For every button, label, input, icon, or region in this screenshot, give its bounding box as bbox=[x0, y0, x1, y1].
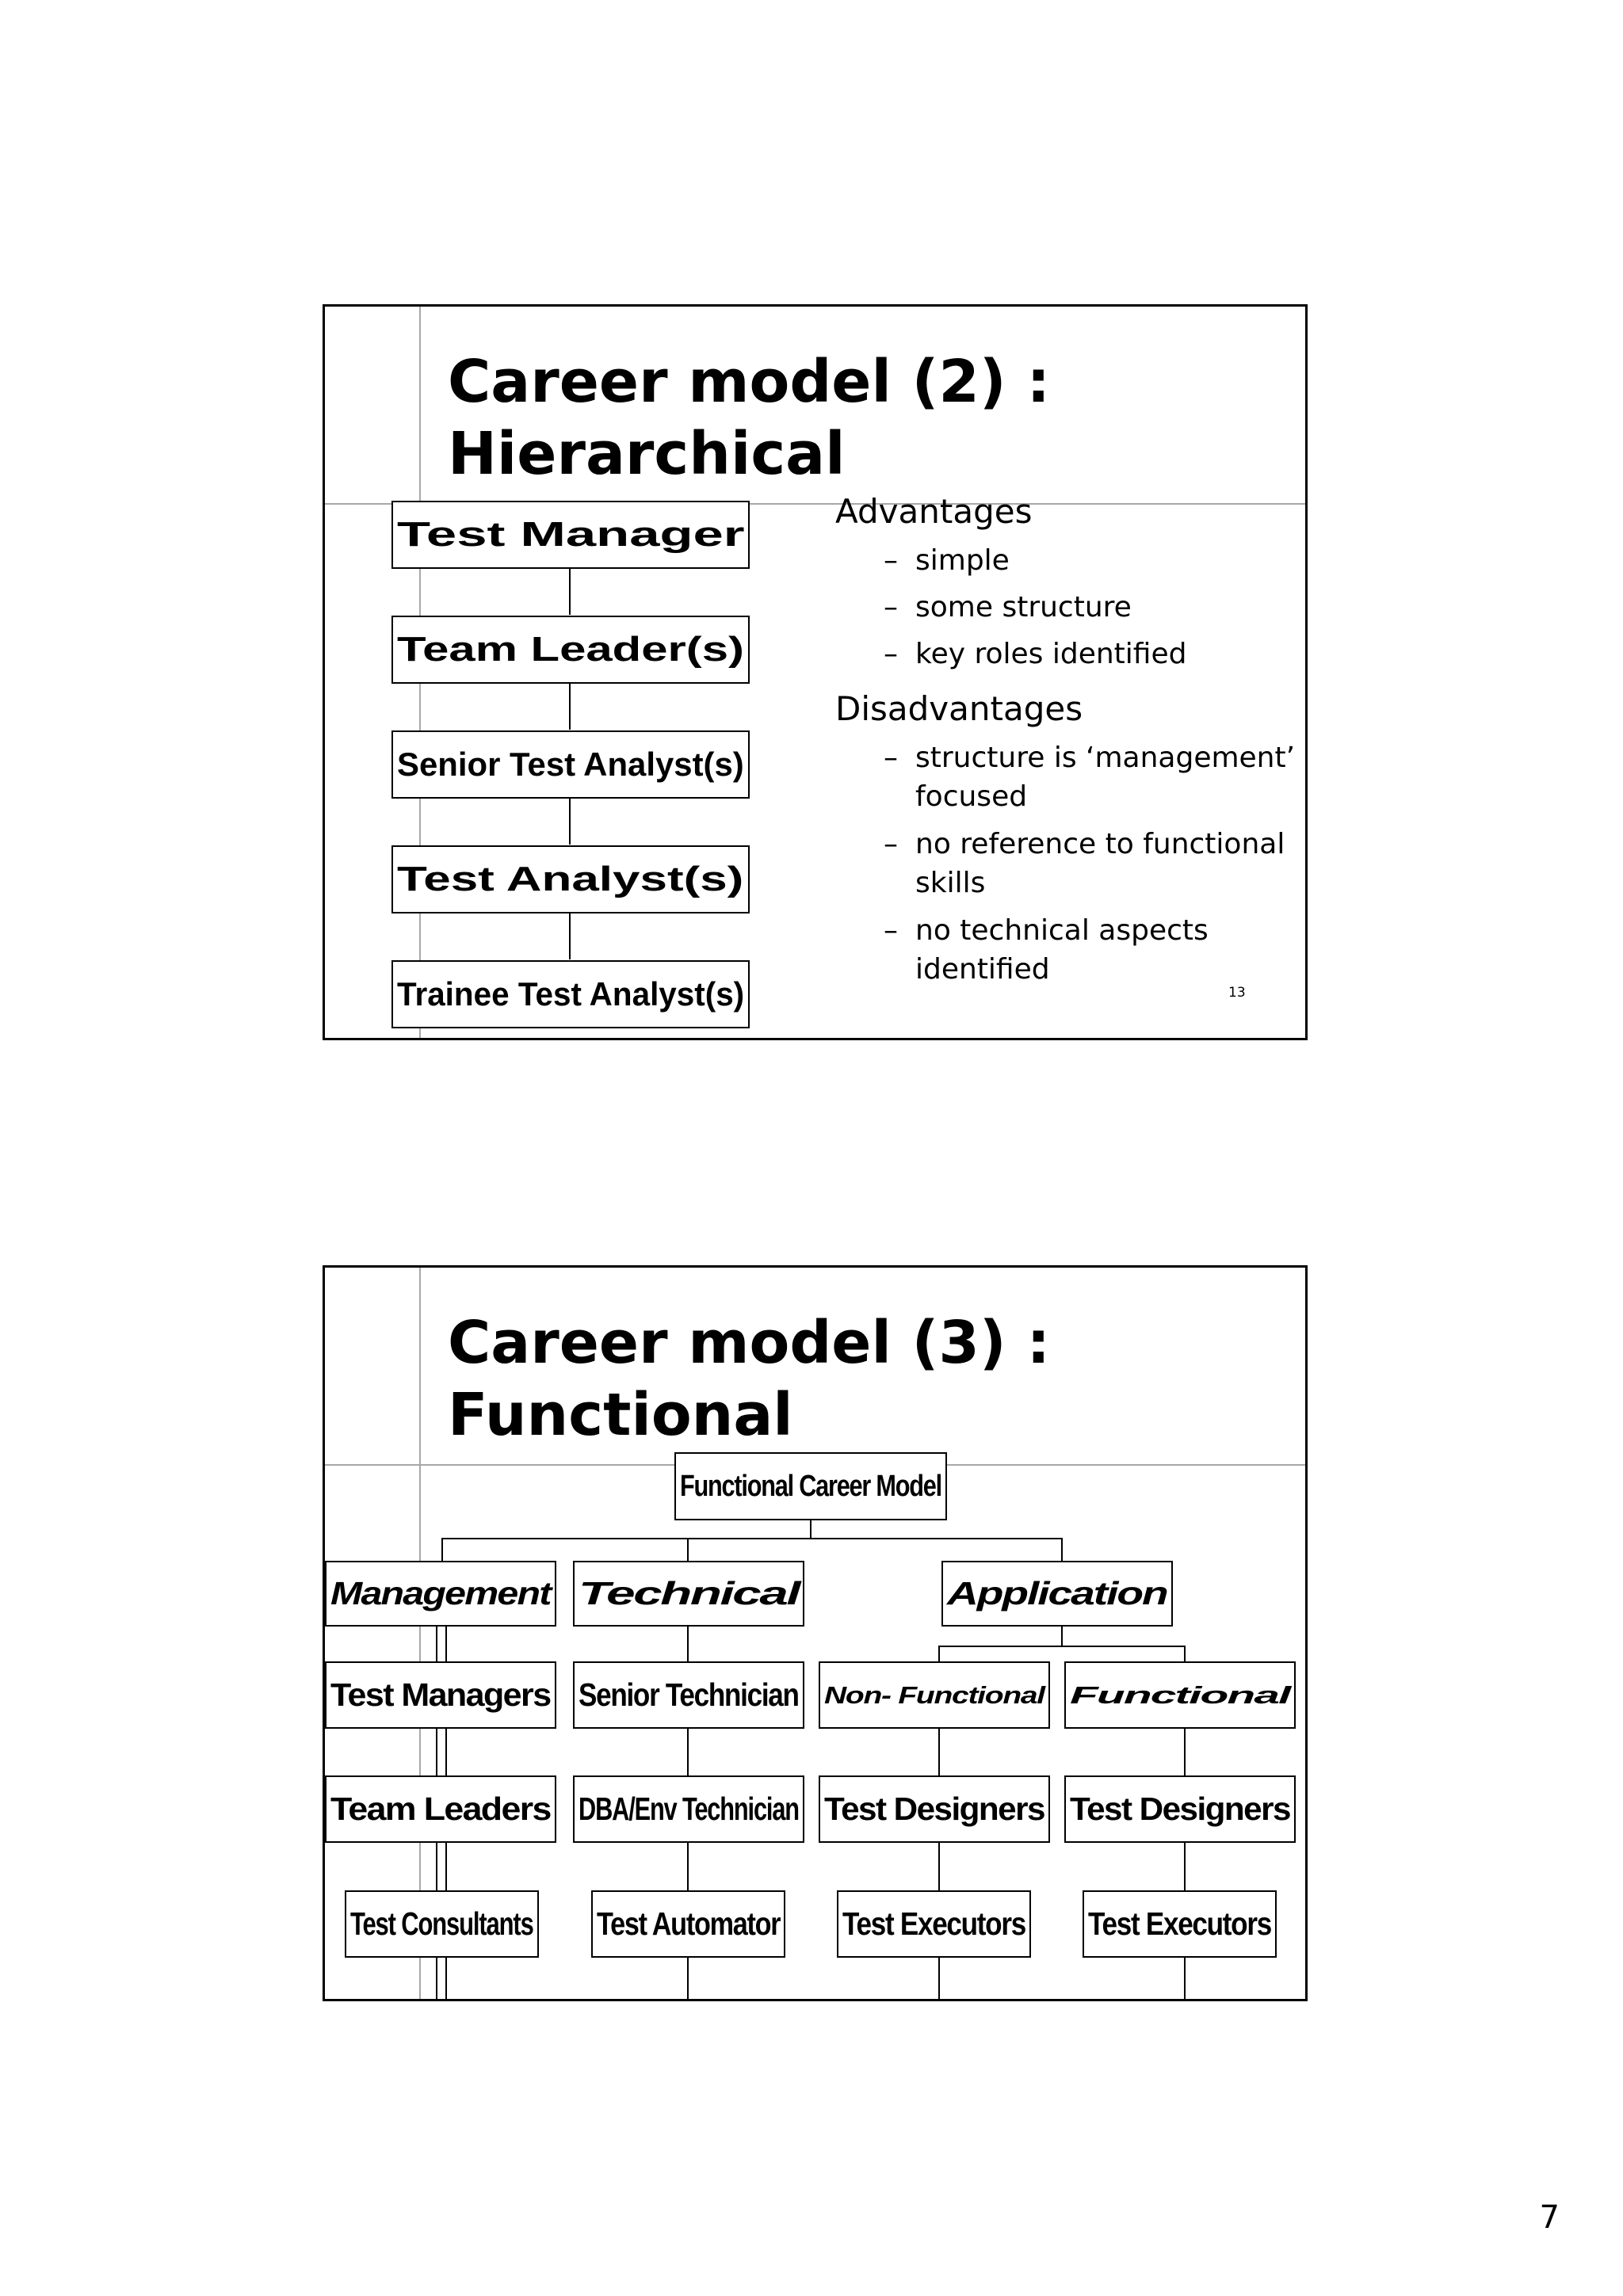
connector bbox=[569, 912, 571, 959]
connector bbox=[938, 1646, 940, 1662]
slide-number: 13 bbox=[1228, 985, 1246, 1001]
org-box-dba-env-technician: DBA/Env Technician bbox=[573, 1775, 804, 1843]
connector bbox=[569, 682, 571, 730]
title-line-1: Career model (2) : bbox=[448, 348, 1051, 416]
org-box-test-designers-functional: Test Designers bbox=[1064, 1775, 1296, 1843]
bullet-dash: – bbox=[884, 544, 898, 577]
slide-hierarchical bbox=[323, 304, 1308, 1040]
connector bbox=[687, 1538, 689, 1561]
bullet-dash: – bbox=[884, 742, 898, 774]
connector bbox=[1184, 1727, 1186, 2001]
org-box-senior-test-analyst: Senior Test Analyst(s) bbox=[391, 730, 750, 799]
org-box-test-executors-functional: Test Executors bbox=[1083, 1890, 1277, 1958]
slide-title bbox=[448, 346, 1050, 490]
page-number: 7 bbox=[1539, 2199, 1560, 2236]
org-box-application: Application bbox=[941, 1561, 1173, 1627]
org-box-trainee-test-analyst: Trainee Test Analyst(s) bbox=[391, 960, 750, 1028]
connector bbox=[441, 1538, 443, 1561]
slide-vertical-rule bbox=[419, 1268, 421, 1999]
disadvantage-item: structure is ‘management’ bbox=[915, 742, 1296, 774]
org-box-management: Management bbox=[325, 1561, 556, 1627]
disadvantage-item: no technical aspects bbox=[915, 914, 1209, 947]
disadvantage-item: no reference to functional bbox=[915, 828, 1285, 860]
disadvantage-item-cont: identified bbox=[915, 953, 1050, 986]
disadvantage-item-cont: skills bbox=[915, 867, 986, 899]
connector bbox=[810, 1519, 812, 1539]
connector bbox=[1061, 1625, 1063, 1647]
disadvantages-heading: Disadvantages bbox=[835, 689, 1083, 728]
connector bbox=[441, 1538, 1063, 1539]
connector bbox=[569, 567, 571, 615]
org-box-test-designers-nonfunctional: Test Designers bbox=[819, 1775, 1050, 1843]
org-box-test-analyst: Test Analyst(s) bbox=[391, 845, 750, 913]
bullet-dash: – bbox=[884, 638, 898, 670]
advantage-item: simple bbox=[915, 544, 1010, 577]
connector bbox=[938, 1646, 1186, 1647]
bullet-dash: – bbox=[884, 828, 898, 860]
org-box-team-leaders: Team Leaders bbox=[325, 1775, 556, 1843]
org-box-functional-career-model: Functional Career Model bbox=[674, 1452, 947, 1520]
org-box-test-automator: Test Automator bbox=[591, 1890, 785, 1958]
org-box-non-functional: Non- Functional bbox=[819, 1661, 1050, 1729]
org-box-team-leader: Team Leader(s) bbox=[391, 616, 750, 684]
advantage-item: key roles identified bbox=[915, 638, 1187, 670]
bullet-dash: – bbox=[884, 914, 898, 947]
org-box-test-executors-nonfunctional: Test Executors bbox=[837, 1890, 1031, 1958]
connector bbox=[938, 1727, 940, 2001]
slide-functional bbox=[323, 1265, 1308, 2001]
org-box-test-consultants: Test Consultants bbox=[345, 1890, 539, 1958]
title-line-2: Functional bbox=[448, 1381, 793, 1449]
connector bbox=[1184, 1646, 1186, 1662]
bullet-dash: – bbox=[884, 591, 898, 624]
org-box-test-manager: Test Manager bbox=[391, 501, 750, 569]
advantages-heading: Advantages bbox=[835, 492, 1033, 531]
org-box-technical: Technical bbox=[573, 1561, 804, 1627]
org-box-test-managers: Test Managers bbox=[325, 1661, 556, 1729]
advantage-item: some structure bbox=[915, 591, 1132, 624]
title-line-1: Career model (3) : bbox=[448, 1309, 1051, 1377]
disadvantage-item-cont: focused bbox=[915, 780, 1028, 813]
title-line-2: Hierarchical bbox=[448, 420, 846, 488]
connector bbox=[569, 797, 571, 845]
connector bbox=[1061, 1538, 1063, 1561]
org-box-senior-technician: Senior Technician bbox=[573, 1661, 804, 1729]
org-box-functional: Functional bbox=[1064, 1661, 1296, 1729]
slide-title bbox=[448, 1307, 1050, 1451]
